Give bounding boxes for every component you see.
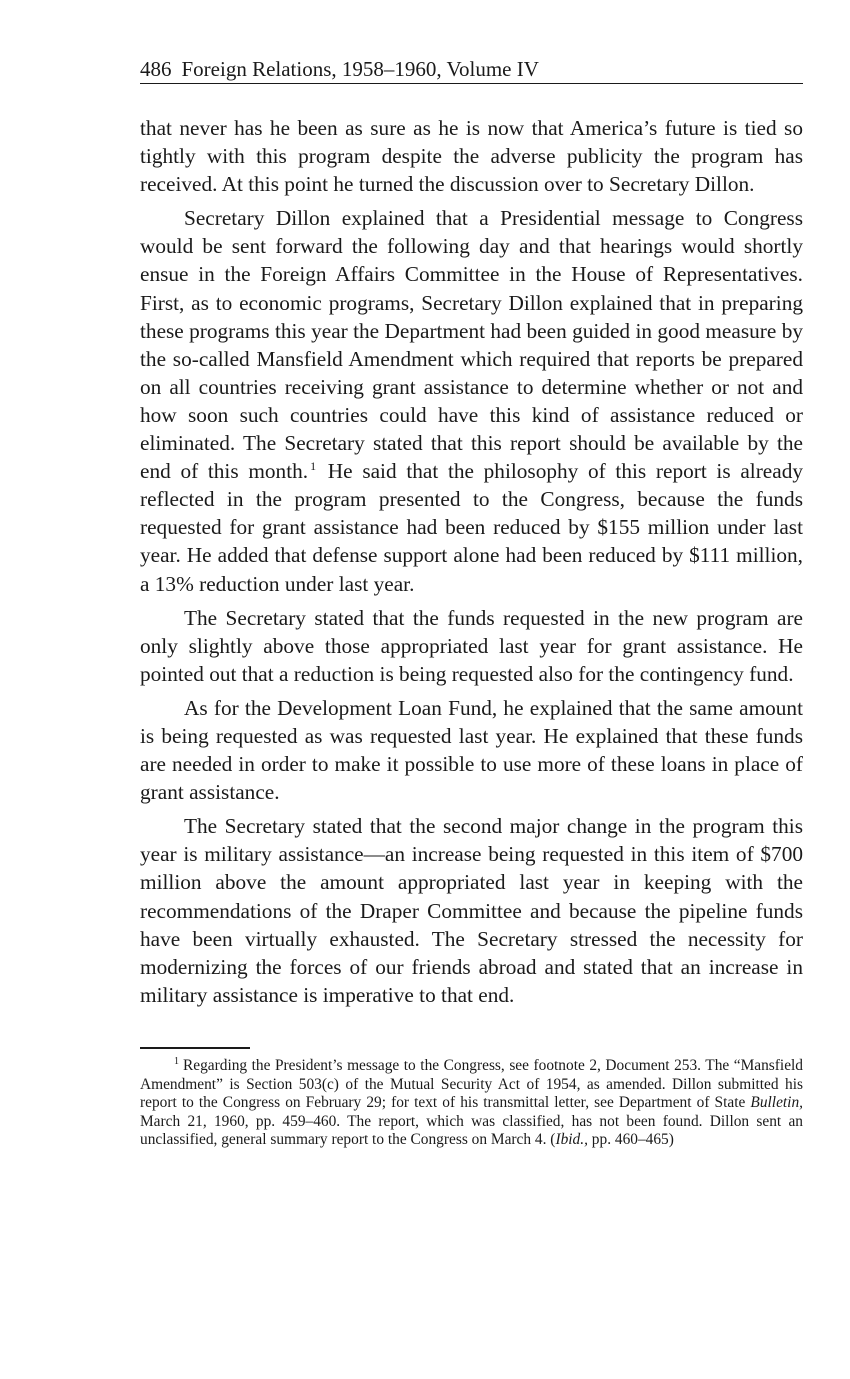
body-text xyxy=(140,114,803,1009)
footnote-mark: 1 xyxy=(174,1055,179,1067)
document-page xyxy=(140,56,803,1150)
footnote-text-1: Regarding the President’s message to the Congress, see footnote 2, Document 253. The “Mansfield Amendment” is Section 503(c) of the Mutual Security Act of 1954, as amended. Dillon submitted his report to the Congress on February 29; for text of his transmittal letter, see Department of State xyxy=(140,1056,803,1112)
footnote-text-3: pp. 460–465) xyxy=(591,1131,674,1149)
footnote-reference[interactable]: 1 xyxy=(310,459,317,474)
footnote-divider xyxy=(140,1047,250,1049)
page-number: 486 xyxy=(140,57,172,81)
footnote-text-2: March 21, 1960, pp. 459–460. The report, which was classified, has not been found. Dillon sent an unclassified, general summary report to the Congress on March 4. ( xyxy=(140,1112,803,1149)
paragraph-2 xyxy=(140,204,803,597)
paragraph-1: that never has he been as sure as he is now that America’s future is tied so tightly with this program despite the adverse publicity the program has received. At this point he turned the discussion over to Secretary Dillon. xyxy=(140,116,803,197)
running-head xyxy=(140,56,803,84)
running-head-title: Foreign Relations, 1958–1960, Volume IV xyxy=(181,57,539,81)
footnote-italic-ibid: Ibid., xyxy=(555,1131,588,1149)
footnote xyxy=(140,1057,803,1150)
paragraph-4: As for the Development Loan Fund, he explained that the same amount is being requested as was requested last year. He explained that these funds are needed in order to make it possible to use more of these loans in place of grant assistance. xyxy=(140,695,803,805)
paragraph-2-part-1: Secretary Dillon explained that a Presidential message to Congress would be sent forward the following day and that hearings would shortly ensue in the Foreign Affairs Committee in the House of Representatives. First, as to economic programs, Secretary Dillon explained that in preparing these programs this year the Department had been guided in good measure by the so-called Mansfield Amendment which required that reports be prepared on all countries receiving grant assistance to determine whether or not and how soon such countries could have this kind of assistance reduced or eliminated. The Secretary stated that this report should be available by the end of this month. xyxy=(140,206,803,484)
paragraph-5: The Secretary stated that the second major change in the program this year is military assistance—an increase being requested in this item of $700 million above the amount appropriated last year in keeping with the recommendations of the Draper Committee and because the pipeline funds have been virtually exhausted. The Secretary stressed the necessity for modernizing the forces of our friends abroad and stated that an increase in military assistance is imperative to that end. xyxy=(140,814,803,1007)
paragraph-2-part-2: He said that the philosophy of this report is already reflected in the program presented to the Congress, because the funds requested for grant assistance had been reduced by $155 million under last year. He added that defense support alone had been reduced by $111 million, a 13% reduction under last year. xyxy=(140,459,803,596)
paragraph-3: The Secretary stated that the funds requested in the new program are only slightly above those appropriated last year for grant assistance. He pointed out that a reduction is being requested also for the contingency fund. xyxy=(140,605,803,686)
footnote-italic-bulletin: Bulletin, xyxy=(750,1094,803,1112)
